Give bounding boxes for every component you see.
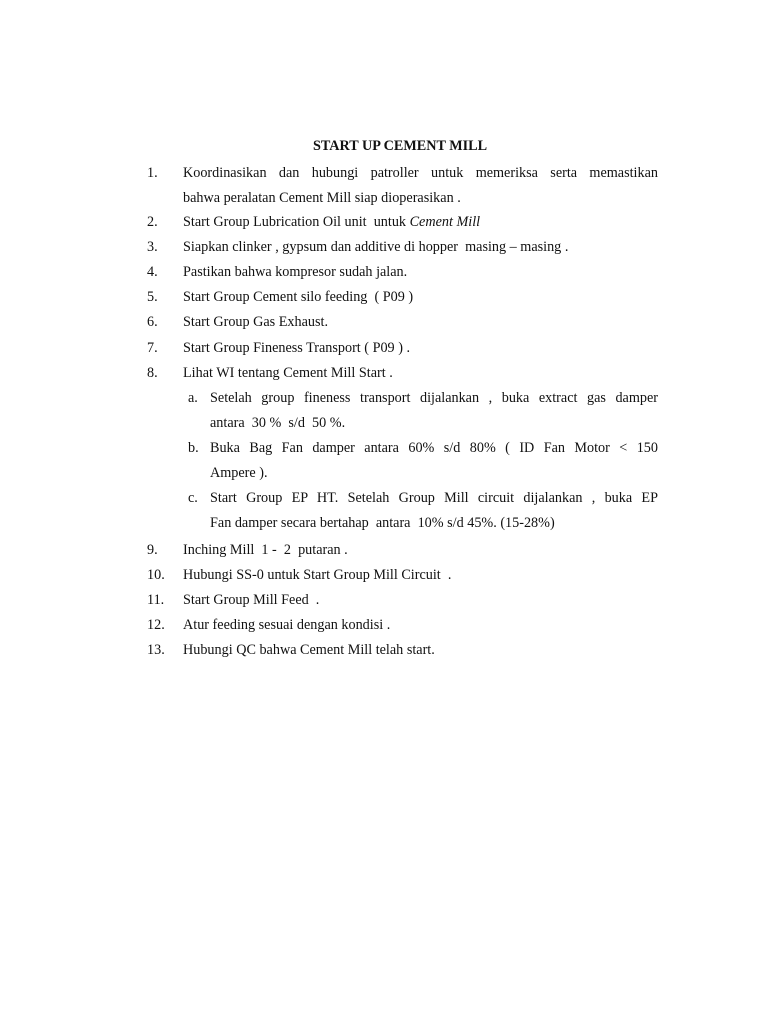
item-number: 4. [147,264,158,280]
item-number: 13. [147,642,165,658]
sub-item-text-line2: antara 30 % s/d 50 %. [210,415,346,431]
sub-item-text-line1: Buka Bag Fan damper antara 60% s/d 80% ( ID Fan Motor < 150 [210,440,658,456]
sub-item-text-line2: Ampere ). [210,465,268,481]
item-number: 1. [147,165,158,181]
sub-item-text-line1: Start Group EP HT. Setelah Group Mill circuit dijalankan , buka EP [210,490,658,506]
item-number: 10. [147,567,165,583]
item-text: Pastikan bahwa kompresor sudah jalan. [183,264,408,280]
item-text: Start Group Gas Exhaust. [183,314,329,330]
sub-item-text-line2: Fan damper secara bertahap antara 10% s/d 45%. (15-28%) [210,515,555,531]
item-number: 8. [147,365,158,381]
item-text-line2: bahwa peralatan Cement Mill siap dioperasikan . [183,190,461,206]
item-number: 2. [147,214,158,230]
sub-item-letter: b. [188,440,199,456]
item-text: Hubungi SS-0 untuk Start Group Mill Circuit . [183,567,452,583]
sub-item-letter: c. [188,490,198,506]
document-title: START UP CEMENT MILL [312,138,488,154]
item-text [183,214,658,230]
sub-item-text-line1: Setelah group fineness transport dijalankan , buka extract gas damper [210,390,658,406]
item-text: Atur feeding sesuai dengan kondisi . [183,617,391,633]
item-number: 7. [147,340,158,356]
item-text-plain: Start Group Lubrication Oil unit untuk [183,214,410,230]
item-text: Start Group Cement silo feeding ( P09 ) [183,289,414,305]
item-text: Inching Mill 1 - 2 putaran . [183,542,348,558]
item-text: Start Group Fineness Transport ( P09 ) . [183,340,411,356]
item-text: Lihat WI tentang Cement Mill Start . [183,365,393,381]
item-number: 9. [147,542,158,558]
item-text: Hubungi QC bahwa Cement Mill telah start. [183,642,435,658]
item-number: 6. [147,314,158,330]
item-text-emphasis: Cement Mill [409,214,481,230]
item-number: 5. [147,289,158,305]
item-text: Start Group Mill Feed . [183,592,320,608]
item-number: 11. [147,592,165,608]
item-number: 3. [147,239,158,255]
item-text: Siapkan clinker , gypsum dan additive di hopper masing – masing . [183,239,569,255]
item-text-line1: Koordinasikan dan hubungi patroller untuk memeriksa serta memastikan [183,165,658,181]
item-number: 12. [147,617,165,633]
sub-item-letter: a. [188,390,198,406]
